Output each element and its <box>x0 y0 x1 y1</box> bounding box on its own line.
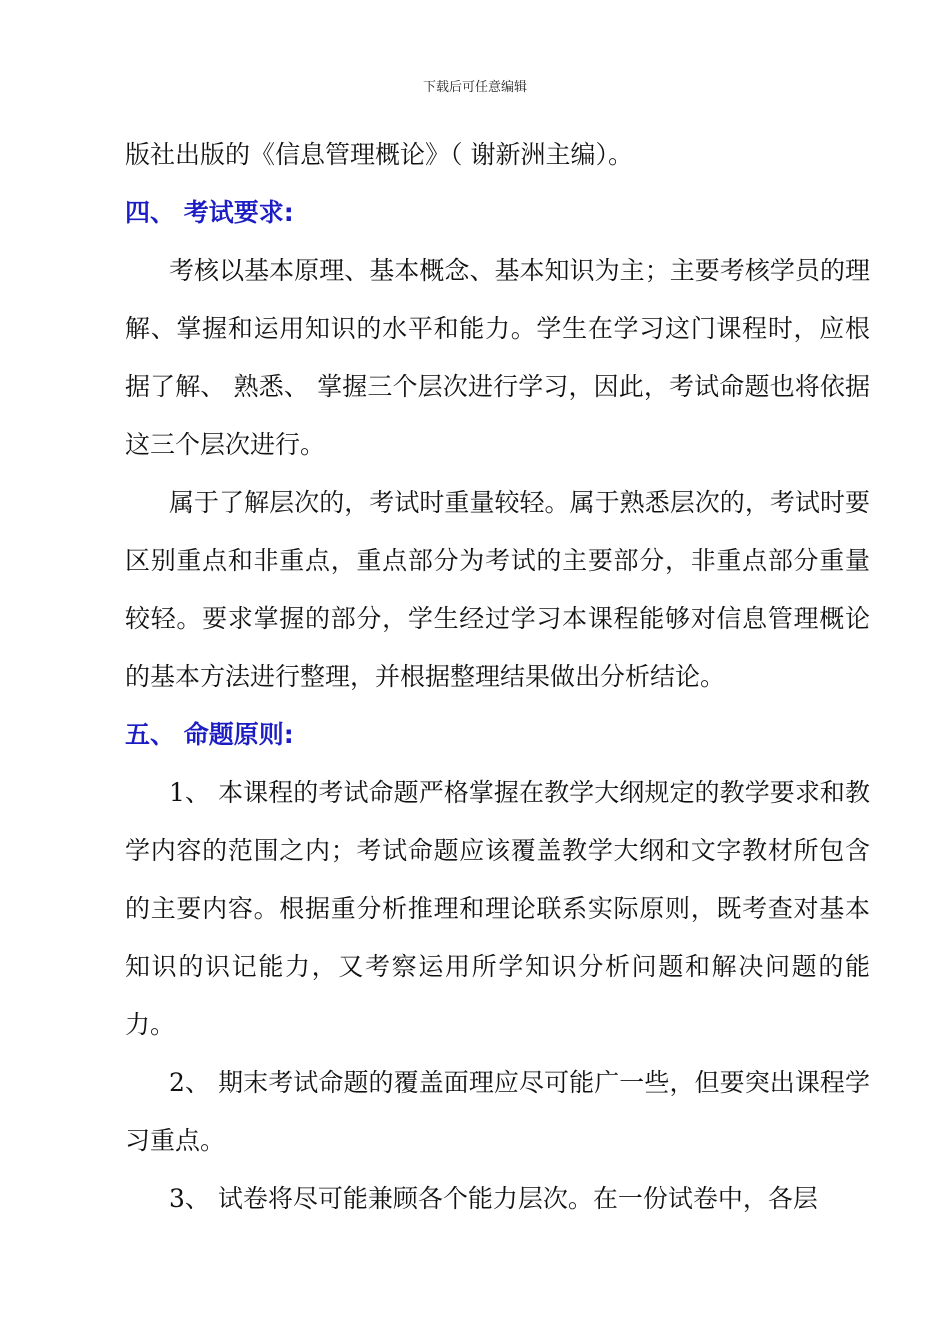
section-5-heading: 五、 命题原则: <box>125 720 294 749</box>
intro-paragraph: 版社出版的《信息管理概论》（ 谢新洲主编）。 <box>125 140 633 169</box>
document-body <box>125 126 870 1228</box>
section-4-paragraph-2: 属于了解层次的，考试时重量较轻。属于熟悉层次的，考试时要区别重点和非重点，重点部分为考试的主要部分，非重点部分重量较轻。要求掌握的部分，学生经过学习本课程能够对信息管理概论的基本方法进行整理，并根据整理结果做出分析结论。 <box>125 488 870 691</box>
section-4-paragraph-1: 考核以基本原理、基本概念、基本知识为主；主要考核学员的理解、掌握和运用知识的水平和能力。学生在学习这门课程时，应根据了解、 熟悉、 掌握三个层次进行学习，因此，考试命题也将依据这三个层次进行。 <box>125 256 870 459</box>
section-5-paragraph-2: 2、 期末考试命题的覆盖面理应尽可能广一些，但要突出课程学习重点。 <box>125 1068 870 1155</box>
section-4-heading: 四、 考试要求: <box>125 198 294 227</box>
page-header: 下载后可任意编辑 <box>422 80 527 95</box>
section-5-paragraph-3: 3、 试卷将尽可能兼顾各个能力层次。在一份试卷中，各层 <box>169 1184 818 1213</box>
section-5-paragraph-1: 1、 本课程的考试命题严格掌握在教学大纲规定的教学要求和教学内容的范围之内；考试命题应该覆盖教学大纲和文字教材所包含的主要内容。根据重分析推理和理论联系实际原则，既考查对基本知识的识记能力，又考察运用所学知识分析问题和解决问题的能力。 <box>125 778 870 1039</box>
